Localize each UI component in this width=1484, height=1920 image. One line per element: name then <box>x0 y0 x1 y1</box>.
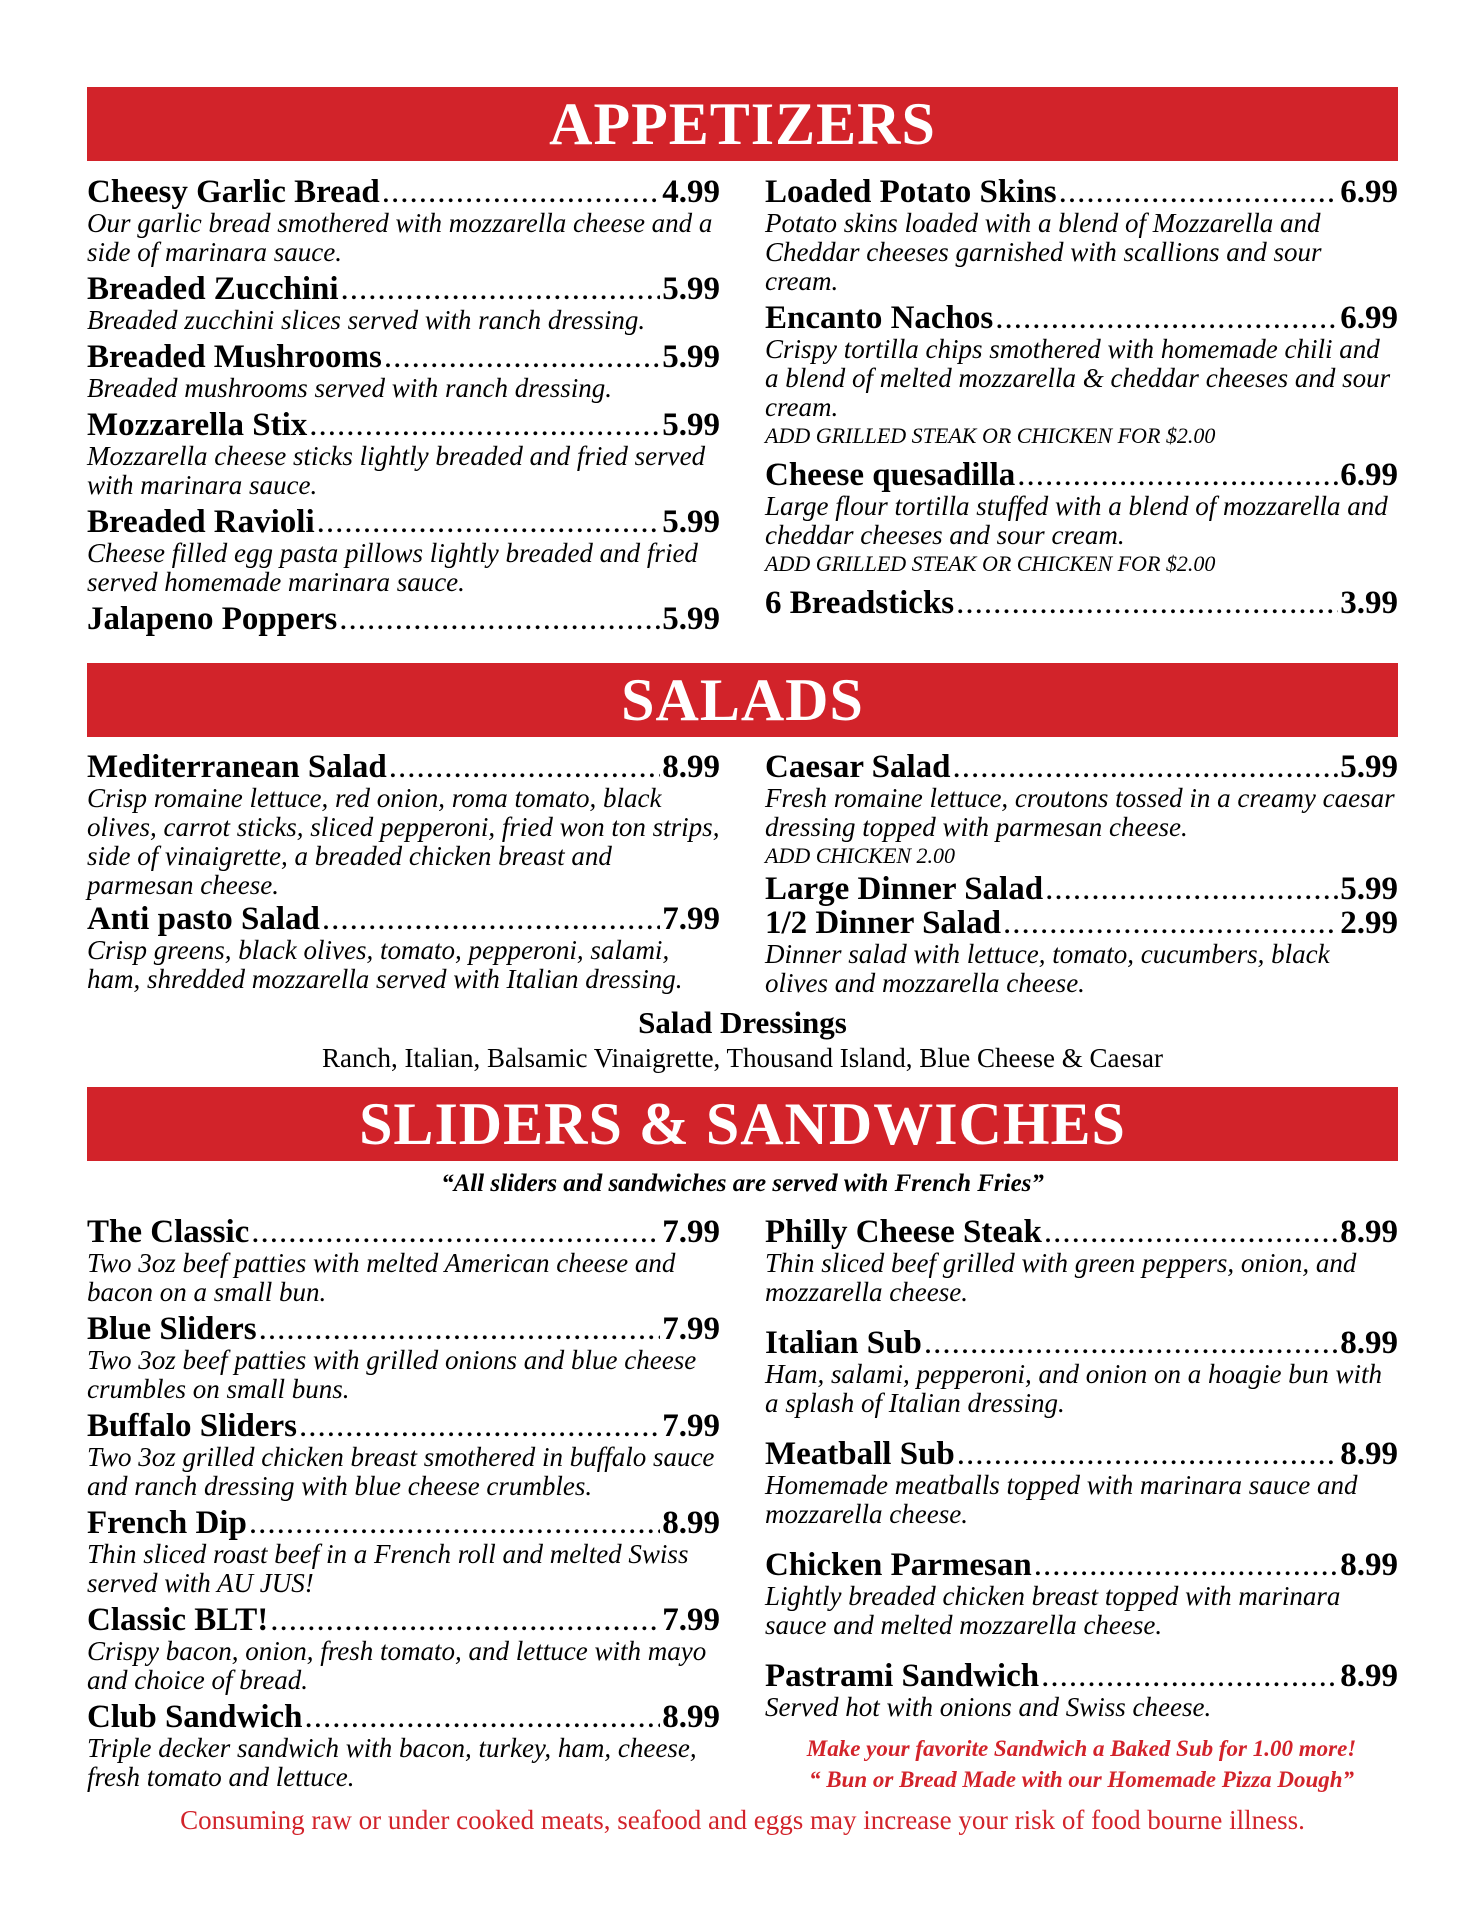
item-description: Breaded zucchini slices served with ranch dressing. <box>87 305 646 335</box>
item-description: Lightly breaded chicken breast topped with marinara sauce and melted mozzarella cheese. <box>765 1581 1341 1640</box>
item-price: 3.99 <box>1340 585 1398 621</box>
item-name: Blue Sliders <box>87 1311 257 1347</box>
menu-item <box>765 586 1398 620</box>
item-name: Cheesy Garlic Bread <box>87 174 380 210</box>
leader-dots <box>953 750 1339 784</box>
leader-dots <box>322 902 660 936</box>
item-description: Crispy tortilla chips smothered with homemade chili and a blend of melted mozzarella & cheddar cheeses and sour cream. <box>765 334 1391 422</box>
item-name: Philly Cheese Steak <box>765 1214 1042 1250</box>
item-name: Jalapeno Poppers <box>87 601 338 637</box>
menu-item <box>87 602 720 636</box>
leader-dots <box>305 1700 661 1734</box>
item-description: Triple decker sandwich with bacon, turkey, ham, cheese, fresh tomato and lettuce. <box>87 1733 697 1792</box>
item-price: 8.99 <box>1340 1436 1398 1472</box>
item-name: Meatball Sub <box>765 1436 955 1472</box>
menu-item <box>87 408 720 500</box>
item-description: Mozzarella cheese sticks lightly breaded and fried served with marinara sauce. <box>87 441 706 500</box>
salad-dressings-title: Salad Dressings <box>638 1005 847 1040</box>
item-price: 8.99 <box>1340 1547 1398 1583</box>
menu-item <box>87 1700 720 1792</box>
appetizers-right-column <box>765 175 1398 620</box>
item-price: 5.99 <box>662 407 720 443</box>
menu-item <box>765 1215 1398 1307</box>
item-price: 8.99 <box>662 1699 720 1735</box>
leader-dots <box>1041 1659 1338 1693</box>
item-description: Dinner salad with lettuce, tomato, cucumbers, black olives and mozzarella cheese. <box>765 939 1330 998</box>
item-description: Potato skins loaded with a blend of Mozzarella and Cheddar cheeses garnished with scallions and sour cream. <box>765 208 1322 296</box>
leader-dots <box>956 586 1338 620</box>
item-addon-note: ADD GRILLED STEAK OR CHICKEN FOR $2.00 <box>765 551 1216 576</box>
item-description: Served hot with onions and Swiss cheese. <box>765 1692 1212 1722</box>
item-price: 6.99 <box>1340 300 1398 336</box>
item-price: 6.99 <box>1340 174 1398 210</box>
item-description: Our garlic bread smothered with mozzarella cheese and a side of marinara sauce. <box>87 208 713 267</box>
sandwiches-right-column <box>765 1215 1398 1722</box>
leader-dots <box>259 1312 661 1346</box>
item-name: Pastrami Sandwich <box>765 1658 1040 1694</box>
item-name: Anti pasto Salad <box>87 901 320 937</box>
leader-dots <box>341 272 661 306</box>
leader-dots <box>384 340 660 374</box>
leader-dots <box>1044 1215 1338 1249</box>
item-addon-note: ADD CHICKEN 2.00 <box>765 843 956 868</box>
item-price: 5.99 <box>1340 871 1398 907</box>
item-name: French Dip <box>87 1505 247 1541</box>
item-price: 8.99 <box>662 749 720 785</box>
item-description: Breaded mushrooms served with ranch dressing. <box>87 373 612 403</box>
item-name: Cheese quesadilla <box>765 457 1016 493</box>
item-price: 8.99 <box>1340 1658 1398 1694</box>
leader-dots <box>270 1603 660 1637</box>
leader-dots <box>1034 1548 1339 1582</box>
item-description: Ham, salami, pepperoni, and onion on a hoagie bun with a splash of Italian dressing. <box>765 1359 1382 1418</box>
item-name: Breaded Zucchini <box>87 271 339 307</box>
item-name: Breaded Ravioli <box>87 504 315 540</box>
menu-item <box>765 1659 1398 1722</box>
leader-dots <box>251 1215 660 1249</box>
menu-item <box>87 902 720 994</box>
appetizers-heading: APPETIZERS <box>87 87 1398 161</box>
menu-item <box>765 906 1398 998</box>
item-price: 5.99 <box>662 271 720 307</box>
sandwiches-heading: SLIDERS & SANDWICHES <box>87 1087 1398 1161</box>
item-name: Breaded Mushrooms <box>87 339 382 375</box>
leader-dots <box>924 1326 1338 1360</box>
leader-dots <box>1045 872 1338 906</box>
menu-item <box>87 175 720 267</box>
item-price: 2.99 <box>1340 905 1398 941</box>
sandwiches-tagline: “All sliders and sandwiches are served with French Fries” <box>441 1170 1044 1197</box>
item-price: 7.99 <box>662 901 720 937</box>
item-price: 8.99 <box>1340 1214 1398 1250</box>
menu-item <box>765 175 1398 296</box>
food-safety-disclaimer: Consuming raw or under cooked meats, seafood and eggs may increase your risk of food bourne illness. <box>180 1805 1305 1835</box>
item-name: 1/2 Dinner Salad <box>765 905 1001 941</box>
item-description: Crisp greens, black olives, tomato, pepperoni, salami, ham, shredded mozzarella served with Italian dressing. <box>87 935 683 994</box>
menu-item <box>87 1506 720 1598</box>
item-description: Thin sliced roast beef in a French roll and melted Swiss served with AU JUS! <box>87 1539 689 1598</box>
salad-dressings-list: Ranch, Italian, Balsamic Vinaigrette, Thousand Island, Blue Cheese & Caesar <box>322 1043 1163 1073</box>
item-name: Chicken Parmesan <box>765 1547 1032 1583</box>
item-name: Italian Sub <box>765 1325 922 1361</box>
menu-item <box>87 750 720 900</box>
leader-dots <box>1003 906 1338 940</box>
item-name: Caesar Salad <box>765 749 951 785</box>
item-price: 7.99 <box>662 1311 720 1347</box>
item-name: Large Dinner Salad <box>765 871 1044 907</box>
menu-item <box>765 301 1398 450</box>
item-name: The Classic <box>87 1214 250 1250</box>
menu-item <box>87 505 720 597</box>
menu-item <box>87 1409 720 1501</box>
item-description: Thin sliced beef grilled with green peppers, onion, and mozzarella cheese. <box>765 1248 1357 1307</box>
item-description: Two 3oz grilled chicken breast smothered in buffalo sauce and ranch dressing with blue cheese crumbles. <box>87 1442 715 1501</box>
menu-item <box>765 1326 1398 1418</box>
item-name: Mediterranean Salad <box>87 749 387 785</box>
item-name: Loaded Potato Skins <box>765 174 1057 210</box>
salads-heading: SALADS <box>87 663 1398 737</box>
item-price: 5.99 <box>662 601 720 637</box>
item-description: Two 3oz beef patties with melted American cheese and bacon on a small bun. <box>87 1248 676 1307</box>
item-price: 5.99 <box>1340 749 1398 785</box>
appetizers-left-column <box>87 175 720 636</box>
salads-right-column <box>765 750 1398 998</box>
menu-item <box>87 1312 720 1404</box>
leader-dots <box>382 175 661 209</box>
menu-item <box>765 1548 1398 1640</box>
menu-item <box>765 750 1398 870</box>
promo-line: Make your favorite Sandwich a Baked Sub for 1.00 more! <box>806 1736 1357 1761</box>
item-price: 8.99 <box>662 1505 720 1541</box>
leader-dots <box>249 1506 660 1540</box>
leader-dots <box>1059 175 1339 209</box>
menu-item <box>87 340 720 403</box>
menu-item <box>87 1215 720 1307</box>
item-price: 7.99 <box>662 1602 720 1638</box>
promo-line: “ Bun or Bread Made with our Homemade Pizza Dough” <box>808 1767 1355 1792</box>
item-price: 8.99 <box>1340 1325 1398 1361</box>
leader-dots <box>389 750 661 784</box>
leader-dots <box>957 1437 1338 1471</box>
item-price: 4.99 <box>662 174 720 210</box>
item-description: Two 3oz beef patties with grilled onions and blue cheese crumbles on small buns. <box>87 1345 697 1404</box>
item-description: Homemade meatballs topped with marinara sauce and mozzarella cheese. <box>765 1470 1358 1529</box>
leader-dots <box>1017 458 1338 492</box>
leader-dots <box>317 505 661 539</box>
sandwiches-left-column <box>87 1215 720 1792</box>
item-name: Classic BLT! <box>87 1602 269 1638</box>
menu-item <box>87 272 720 335</box>
item-price: 5.99 <box>662 504 720 540</box>
menu-item <box>765 458 1398 578</box>
item-description: Cheese filled egg pasta pillows lightly breaded and fried served homemade marinara sauce. <box>87 538 698 597</box>
baked-sub-promo <box>765 1733 1398 1795</box>
item-description: Fresh romaine lettuce, croutons tossed in a creamy caesar dressing topped with parmesan cheese. <box>765 783 1395 842</box>
item-name: Club Sandwich <box>87 1699 303 1735</box>
salads-left-column <box>87 750 720 994</box>
leader-dots <box>299 1409 660 1443</box>
item-price: 6.99 <box>1340 457 1398 493</box>
item-name: 6 Breadsticks <box>765 585 955 621</box>
item-price: 5.99 <box>662 339 720 375</box>
item-name: Mozzarella Stix <box>87 407 308 443</box>
item-addon-note: ADD GRILLED STEAK OR CHICKEN FOR $2.00 <box>765 423 1216 448</box>
item-description: Crispy bacon, onion, fresh tomato, and lettuce with mayo and choice of bread. <box>87 1636 707 1695</box>
menu-item <box>765 1437 1398 1529</box>
leader-dots <box>309 408 660 442</box>
leader-dots <box>339 602 660 636</box>
item-name: Buffalo Sliders <box>87 1408 297 1444</box>
item-description: Large flour tortilla stuffed with a blend of mozzarella and cheddar cheeses and sour cream. <box>765 491 1388 550</box>
menu-item <box>87 1603 720 1695</box>
item-name: Encanto Nachos <box>765 300 994 336</box>
item-price: 7.99 <box>662 1408 720 1444</box>
menu-item <box>765 872 1398 906</box>
item-description: Crisp romaine lettuce, red onion, roma tomato, black olives, carrot sticks, sliced pepperoni, fried won ton strips, side of vinaigrette, a breaded chicken breast and parmesan cheese. <box>87 783 720 900</box>
item-price: 7.99 <box>662 1214 720 1250</box>
leader-dots <box>995 301 1338 335</box>
